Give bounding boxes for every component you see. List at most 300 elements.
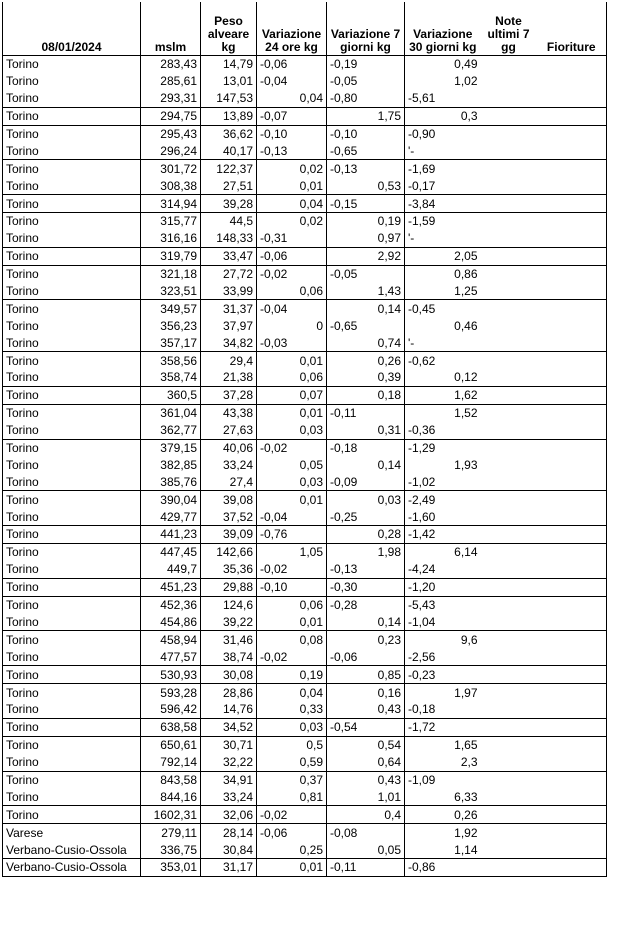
table-row	[3, 265, 607, 282]
cell-var30: -1,29	[405, 439, 481, 456]
cell-var30: -1,04	[405, 614, 481, 631]
cell-var30: '-	[405, 230, 481, 247]
header-date: 08/01/2024	[3, 2, 141, 56]
cell-var7: -0,15	[327, 195, 405, 213]
hive-weight-table	[2, 2, 607, 877]
cell-fioriture	[537, 125, 607, 142]
header-peso-line3: kg	[221, 40, 236, 54]
cell-note	[481, 195, 537, 213]
cell-peso: 31,46	[201, 631, 257, 648]
table-row	[3, 648, 607, 665]
cell-note	[481, 56, 537, 73]
cell-var24: -0,02	[257, 561, 327, 578]
cell-var24: -0,07	[257, 107, 327, 125]
cell-note	[481, 684, 537, 701]
cell-var7: -0,80	[327, 90, 405, 107]
cell-var7: 0,39	[327, 369, 405, 386]
cell-location: Torino	[3, 125, 141, 142]
cell-var7: 0,43	[327, 771, 405, 788]
table-row	[3, 177, 607, 194]
cell-peso: 38,74	[201, 648, 257, 665]
cell-note	[481, 90, 537, 107]
cell-var7: 0,14	[327, 614, 405, 631]
cell-var7: 1,98	[327, 543, 405, 560]
cell-var30: 0,46	[405, 317, 481, 334]
cell-fioriture	[537, 352, 607, 369]
cell-var24: 0,02	[257, 160, 327, 177]
cell-note	[481, 561, 537, 578]
cell-var24: -0,76	[257, 526, 327, 544]
header-row	[3, 2, 607, 56]
cell-peso: 29,4	[201, 352, 257, 369]
cell-var24: -0,02	[257, 265, 327, 282]
cell-var30: -1,60	[405, 508, 481, 525]
cell-location: Torino	[3, 300, 141, 317]
cell-var24: 0,04	[257, 684, 327, 701]
table-row	[3, 125, 607, 142]
cell-peso: 27,63	[201, 422, 257, 439]
cell-location: Verbano-Cusio-Ossola	[3, 858, 141, 876]
cell-mslm: 283,43	[141, 56, 201, 73]
cell-location: Torino	[3, 90, 141, 107]
cell-location: Torino	[3, 422, 141, 439]
cell-note	[481, 177, 537, 194]
cell-fioriture	[537, 317, 607, 334]
cell-var30: 0,12	[405, 369, 481, 386]
cell-mslm: 356,23	[141, 317, 201, 334]
cell-note	[481, 439, 537, 456]
table-row	[3, 213, 607, 230]
cell-mslm: 308,38	[141, 177, 201, 194]
cell-var30: 9,6	[405, 631, 481, 648]
cell-mslm: 452,36	[141, 596, 201, 613]
cell-var30: '-	[405, 334, 481, 351]
cell-fioriture	[537, 648, 607, 665]
cell-mslm: 638,58	[141, 718, 201, 736]
cell-var7: 0,23	[327, 631, 405, 648]
header-peso-line2: alveare	[207, 27, 250, 41]
cell-var24: -0,02	[257, 648, 327, 665]
cell-var7: 0,4	[327, 806, 405, 824]
cell-fioriture	[537, 596, 607, 613]
cell-mslm: 361,04	[141, 404, 201, 421]
cell-location: Torino	[3, 771, 141, 788]
cell-fioriture	[537, 666, 607, 684]
cell-var7: 0,54	[327, 736, 405, 753]
header-var24	[257, 2, 327, 56]
cell-fioriture	[537, 824, 607, 841]
cell-fioriture	[537, 841, 607, 858]
cell-peso: 31,17	[201, 858, 257, 876]
cell-mslm: 362,77	[141, 422, 201, 439]
cell-mslm: 593,28	[141, 684, 201, 701]
cell-fioriture	[537, 736, 607, 753]
cell-mslm: 314,94	[141, 195, 201, 213]
table-row	[3, 230, 607, 247]
cell-note	[481, 422, 537, 439]
table-row	[3, 491, 607, 508]
cell-peso: 28,86	[201, 684, 257, 701]
cell-fioriture	[537, 788, 607, 805]
spreadsheet	[2, 2, 607, 877]
cell-peso: 14,79	[201, 56, 257, 73]
cell-var7: 0,05	[327, 841, 405, 858]
cell-mslm: 279,11	[141, 824, 201, 841]
cell-location: Torino	[3, 473, 141, 490]
cell-location: Torino	[3, 631, 141, 648]
table-row	[3, 369, 607, 386]
cell-peso: 43,38	[201, 404, 257, 421]
table-row	[3, 300, 607, 317]
cell-fioriture	[537, 439, 607, 456]
cell-location: Torino	[3, 648, 141, 665]
cell-var30: 1,62	[405, 386, 481, 404]
cell-mslm: 360,5	[141, 386, 201, 404]
cell-location: Torino	[3, 718, 141, 736]
cell-peso: 32,06	[201, 806, 257, 824]
cell-location: Torino	[3, 404, 141, 421]
cell-fioriture	[537, 213, 607, 230]
cell-var24: 0,5	[257, 736, 327, 753]
cell-var30: -0,18	[405, 701, 481, 718]
cell-peso: 30,84	[201, 841, 257, 858]
cell-var30: -1,59	[405, 213, 481, 230]
cell-var30: '-	[405, 142, 481, 159]
cell-location: Torino	[3, 283, 141, 300]
cell-location: Torino	[3, 456, 141, 473]
cell-note	[481, 701, 537, 718]
cell-var7: -0,30	[327, 578, 405, 596]
cell-var7: -0,10	[327, 125, 405, 142]
table-body	[3, 56, 607, 877]
cell-fioriture	[537, 265, 607, 282]
cell-var7: 0,26	[327, 352, 405, 369]
table-row	[3, 788, 607, 805]
cell-mslm: 449,7	[141, 561, 201, 578]
cell-var30: -5,43	[405, 596, 481, 613]
cell-note	[481, 754, 537, 771]
cell-peso: 37,28	[201, 386, 257, 404]
cell-mslm: 429,77	[141, 508, 201, 525]
cell-var24: 0,81	[257, 788, 327, 805]
cell-note	[481, 718, 537, 736]
cell-var24: 0,01	[257, 491, 327, 508]
cell-peso: 37,97	[201, 317, 257, 334]
cell-peso: 14,76	[201, 701, 257, 718]
cell-peso: 37,52	[201, 508, 257, 525]
cell-location: Torino	[3, 543, 141, 560]
cell-var30: 1,97	[405, 684, 481, 701]
cell-location: Torino	[3, 736, 141, 753]
table-row	[3, 90, 607, 107]
table-row	[3, 578, 607, 596]
cell-note	[481, 230, 537, 247]
header-var30-line1: Variazione	[413, 27, 473, 41]
cell-note	[481, 247, 537, 265]
cell-var24: 1,05	[257, 543, 327, 560]
cell-peso: 39,08	[201, 491, 257, 508]
cell-note	[481, 596, 537, 613]
cell-location: Torino	[3, 684, 141, 701]
cell-peso: 33,24	[201, 788, 257, 805]
cell-peso: 142,66	[201, 543, 257, 560]
cell-fioriture	[537, 684, 607, 701]
cell-note	[481, 841, 537, 858]
cell-var24: 0,19	[257, 666, 327, 684]
cell-location: Torino	[3, 561, 141, 578]
cell-var30: -2,56	[405, 648, 481, 665]
cell-var24: 0,06	[257, 369, 327, 386]
cell-location: Torino	[3, 160, 141, 177]
cell-var30: -1,42	[405, 526, 481, 544]
cell-location: Torino	[3, 439, 141, 456]
cell-var30: -1,02	[405, 473, 481, 490]
table-row	[3, 247, 607, 265]
table-row	[3, 107, 607, 125]
cell-var7: -0,65	[327, 142, 405, 159]
cell-var7: 1,01	[327, 788, 405, 805]
cell-fioriture	[537, 806, 607, 824]
cell-location: Torino	[3, 701, 141, 718]
cell-var7: -0,25	[327, 508, 405, 525]
cell-fioriture	[537, 422, 607, 439]
cell-var24: -0,04	[257, 73, 327, 90]
cell-location: Torino	[3, 788, 141, 805]
cell-var30: -0,36	[405, 422, 481, 439]
cell-peso: 35,36	[201, 561, 257, 578]
cell-var7: 0,31	[327, 422, 405, 439]
cell-location: Torino	[3, 491, 141, 508]
cell-note	[481, 125, 537, 142]
cell-location: Varese	[3, 824, 141, 841]
cell-fioriture	[537, 334, 607, 351]
table-row	[3, 858, 607, 876]
cell-mslm: 451,23	[141, 578, 201, 596]
cell-note	[481, 456, 537, 473]
cell-var7: 0,18	[327, 386, 405, 404]
cell-var24: 0,33	[257, 701, 327, 718]
cell-var7: 1,75	[327, 107, 405, 125]
cell-peso: 27,51	[201, 177, 257, 194]
cell-peso: 122,37	[201, 160, 257, 177]
cell-location: Torino	[3, 73, 141, 90]
cell-peso: 30,71	[201, 736, 257, 753]
cell-peso: 39,22	[201, 614, 257, 631]
cell-peso: 124,6	[201, 596, 257, 613]
cell-var24: 0,01	[257, 352, 327, 369]
cell-var30: 1,65	[405, 736, 481, 753]
cell-location: Torino	[3, 369, 141, 386]
cell-var7: -0,11	[327, 404, 405, 421]
cell-mslm: 336,75	[141, 841, 201, 858]
cell-location: Torino	[3, 614, 141, 631]
cell-var24: 0	[257, 317, 327, 334]
cell-mslm: 296,24	[141, 142, 201, 159]
cell-fioriture	[537, 230, 607, 247]
cell-note	[481, 736, 537, 753]
header-var30	[405, 2, 481, 56]
cell-var7: 2,92	[327, 247, 405, 265]
table-row	[3, 684, 607, 701]
table-row	[3, 561, 607, 578]
table-row	[3, 473, 607, 490]
cell-var30: -1,69	[405, 160, 481, 177]
cell-fioriture	[537, 614, 607, 631]
cell-var30: -5,61	[405, 90, 481, 107]
cell-peso: 27,4	[201, 473, 257, 490]
cell-peso: 13,89	[201, 107, 257, 125]
cell-var24: -0,06	[257, 824, 327, 841]
cell-note	[481, 788, 537, 805]
cell-var7: 0,53	[327, 177, 405, 194]
header-note-line1: Note	[495, 14, 522, 28]
cell-fioriture	[537, 177, 607, 194]
cell-location: Torino	[3, 317, 141, 334]
cell-location: Torino	[3, 177, 141, 194]
cell-var24: 0,08	[257, 631, 327, 648]
table-row	[3, 614, 607, 631]
cell-fioriture	[537, 107, 607, 125]
table-row	[3, 283, 607, 300]
cell-var7: -0,54	[327, 718, 405, 736]
cell-var24: 0,06	[257, 596, 327, 613]
cell-note	[481, 73, 537, 90]
cell-var24: -0,02	[257, 439, 327, 456]
cell-fioriture	[537, 718, 607, 736]
cell-var24: -0,04	[257, 300, 327, 317]
cell-var30: 1,14	[405, 841, 481, 858]
cell-var24: 0,07	[257, 386, 327, 404]
cell-mslm: 650,61	[141, 736, 201, 753]
cell-mslm: 441,23	[141, 526, 201, 544]
cell-var24: 0,03	[257, 473, 327, 490]
cell-note	[481, 473, 537, 490]
cell-mslm: 319,79	[141, 247, 201, 265]
cell-var24: -0,03	[257, 334, 327, 351]
cell-location: Torino	[3, 230, 141, 247]
cell-peso: 33,24	[201, 456, 257, 473]
cell-location: Torino	[3, 142, 141, 159]
cell-fioriture	[537, 771, 607, 788]
cell-mslm: 844,16	[141, 788, 201, 805]
cell-var24: 0,06	[257, 283, 327, 300]
cell-var7: 0,16	[327, 684, 405, 701]
cell-mslm: 353,01	[141, 858, 201, 876]
cell-note	[481, 526, 537, 544]
cell-location: Torino	[3, 247, 141, 265]
cell-mslm: 285,61	[141, 73, 201, 90]
cell-mslm: 596,42	[141, 701, 201, 718]
cell-fioriture	[537, 283, 607, 300]
cell-var30: -1,72	[405, 718, 481, 736]
cell-var24: 0,01	[257, 177, 327, 194]
cell-location: Torino	[3, 578, 141, 596]
cell-mslm: 477,57	[141, 648, 201, 665]
cell-var30: 0,3	[405, 107, 481, 125]
cell-mslm: 349,57	[141, 300, 201, 317]
cell-peso: 44,5	[201, 213, 257, 230]
cell-note	[481, 666, 537, 684]
cell-var7: 0,97	[327, 230, 405, 247]
cell-note	[481, 806, 537, 824]
cell-var7: 0,14	[327, 300, 405, 317]
header-note-line2: ultimi 7	[487, 27, 530, 41]
cell-fioriture	[537, 56, 607, 73]
cell-note	[481, 300, 537, 317]
cell-var7: -0,28	[327, 596, 405, 613]
cell-peso: 34,91	[201, 771, 257, 788]
cell-fioriture	[537, 578, 607, 596]
cell-mslm: 357,17	[141, 334, 201, 351]
cell-note	[481, 369, 537, 386]
header-var7	[327, 2, 405, 56]
cell-var24: -0,13	[257, 142, 327, 159]
cell-var7: 0,03	[327, 491, 405, 508]
cell-var30: 6,14	[405, 543, 481, 560]
cell-mslm: 315,77	[141, 213, 201, 230]
cell-var7: 1,43	[327, 283, 405, 300]
cell-var24: 0,37	[257, 771, 327, 788]
cell-note	[481, 614, 537, 631]
header-var30-line2: 30 giorni kg	[409, 40, 477, 54]
cell-fioriture	[537, 90, 607, 107]
cell-mslm: 382,85	[141, 456, 201, 473]
cell-peso: 31,37	[201, 300, 257, 317]
cell-location: Torino	[3, 596, 141, 613]
cell-var30: -0,45	[405, 300, 481, 317]
cell-location: Torino	[3, 352, 141, 369]
cell-note	[481, 543, 537, 560]
cell-note	[481, 283, 537, 300]
table-row	[3, 352, 607, 369]
cell-var24: -0,31	[257, 230, 327, 247]
table-row	[3, 422, 607, 439]
cell-peso: 33,99	[201, 283, 257, 300]
cell-var7: 0,43	[327, 701, 405, 718]
cell-peso: 39,09	[201, 526, 257, 544]
cell-var7: -0,19	[327, 56, 405, 73]
cell-var24: 0,59	[257, 754, 327, 771]
header-note	[481, 2, 537, 56]
cell-mslm: 379,15	[141, 439, 201, 456]
cell-var30: 1,25	[405, 283, 481, 300]
cell-peso: 36,62	[201, 125, 257, 142]
cell-var30: 6,33	[405, 788, 481, 805]
table-row	[3, 334, 607, 351]
cell-fioriture	[537, 508, 607, 525]
table-row	[3, 526, 607, 544]
cell-peso: 30,08	[201, 666, 257, 684]
cell-var30: 1,92	[405, 824, 481, 841]
cell-var7: -0,08	[327, 824, 405, 841]
cell-peso: 40,06	[201, 439, 257, 456]
table-row	[3, 56, 607, 73]
cell-var7: -0,13	[327, 561, 405, 578]
cell-var24: -0,02	[257, 806, 327, 824]
table-row	[3, 195, 607, 213]
cell-location: Torino	[3, 526, 141, 544]
cell-peso: 21,38	[201, 369, 257, 386]
cell-var24: 0,04	[257, 90, 327, 107]
cell-var24: 0,25	[257, 841, 327, 858]
table-row	[3, 404, 607, 421]
table-row	[3, 631, 607, 648]
cell-note	[481, 213, 537, 230]
cell-var30: 1,52	[405, 404, 481, 421]
header-fioriture: Fioriture	[537, 2, 607, 56]
cell-note	[481, 631, 537, 648]
cell-location: Torino	[3, 754, 141, 771]
